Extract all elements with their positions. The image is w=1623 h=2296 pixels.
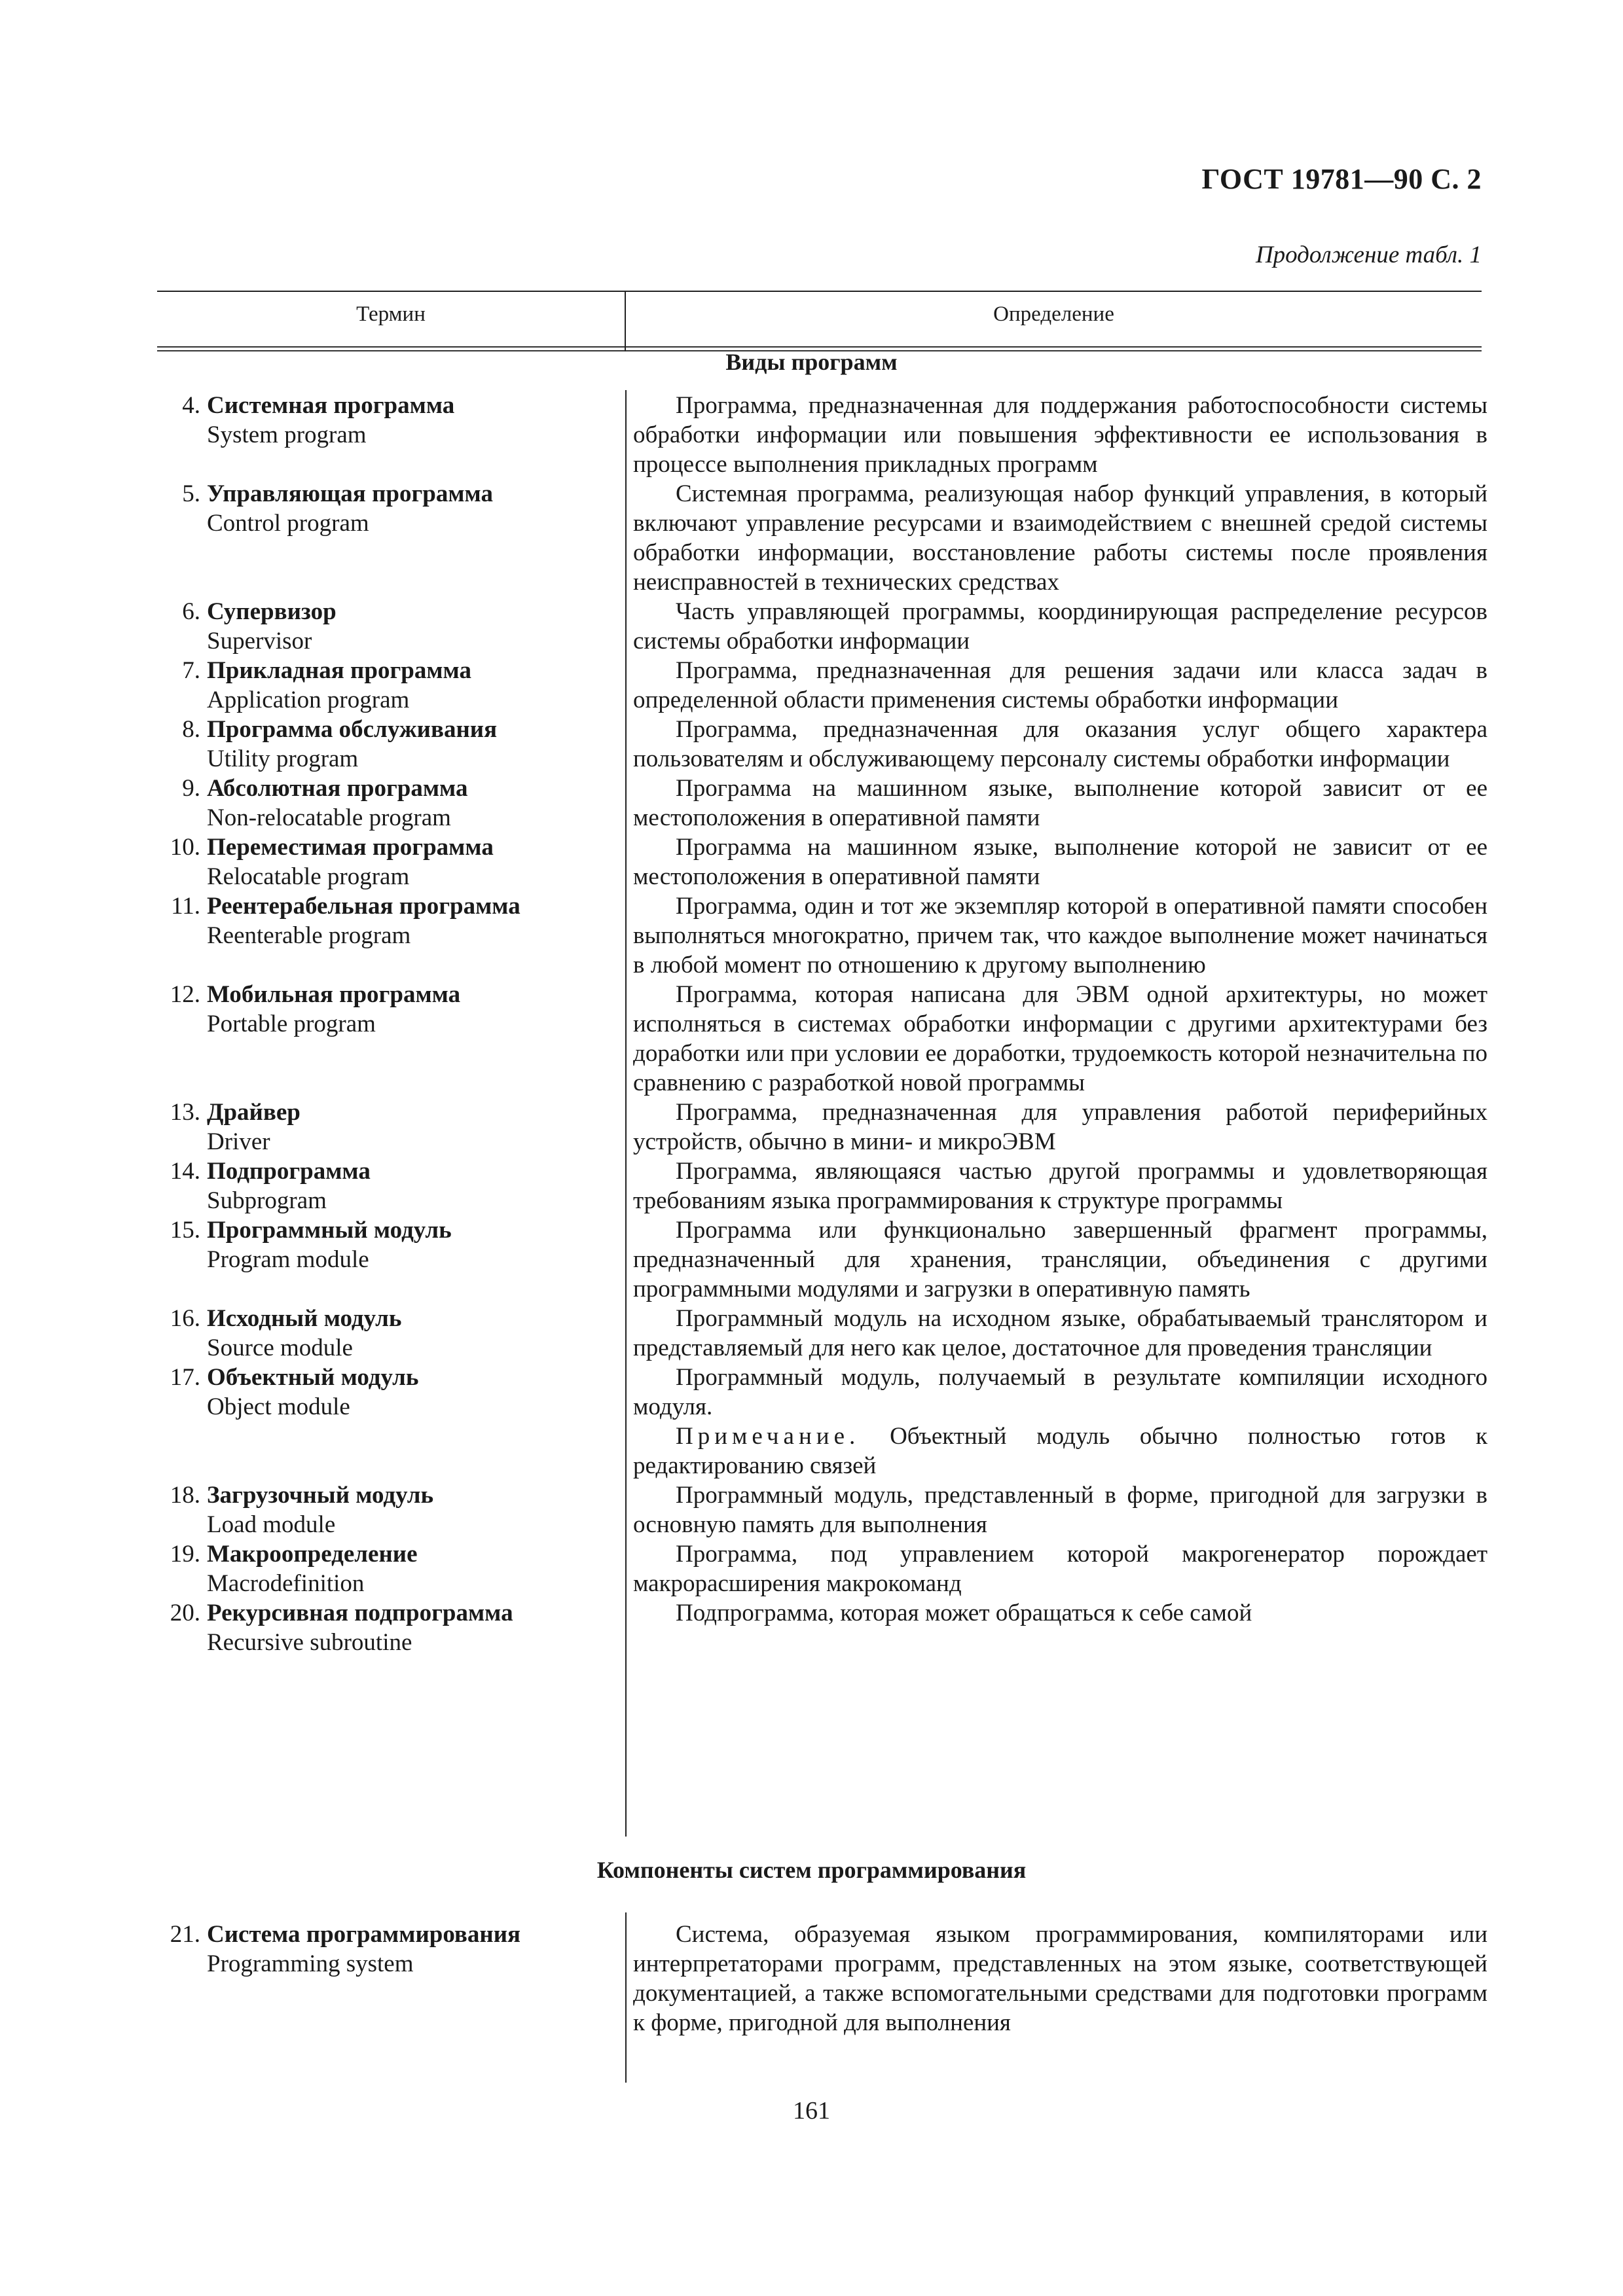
term-names [207,1215,633,1304]
term-names [207,391,633,479]
term-cell [152,597,633,656]
definition-cell [633,774,1487,833]
term-name-en: Programming system [207,1950,414,1977]
term-name-en: Relocatable program [207,863,410,890]
section-title-text: Компоненты систем программирования [596,1857,1027,1883]
definition-text: Программа, предназначенная для решения задачи или класса задач в определенной области применения системы обработки информации [633,657,1487,713]
term-name-en: Object module [207,1393,350,1420]
definition-cell [633,1157,1487,1215]
term-name-en: Macrodefinition [207,1570,365,1597]
definition-text: Программа или функционально завершенный фрагмент программы, предназначенный для хранения, трансляции, объединения с другими программными модулями и загрузки в оперативную память [633,1217,1487,1302]
term-names [207,980,633,1098]
term-names [207,833,633,891]
term-cell [152,1920,633,2037]
term-name-ru: Загрузочный модуль [207,1482,434,1509]
term-cell [152,391,633,479]
term-number: 8. [182,716,200,743]
term-name-en: Non-relocatable program [207,804,451,831]
term-number: 6. [182,598,200,625]
term-entry [152,1215,1487,1304]
term-names [207,1363,633,1480]
term-entry [152,891,1487,980]
term-name-ru: Макроопределение [207,1541,418,1568]
term-names [207,715,633,774]
term-name-ru: Исходный модуль [207,1305,402,1332]
term-name-ru: Рекурсивная подпрограмма [207,1600,513,1626]
definition-cell [633,1363,1487,1480]
definition-cell [633,1920,1487,2037]
term-names [207,479,633,597]
definition-cell [633,479,1487,597]
term-number: 7. [182,657,200,684]
term-number: 9. [182,775,200,802]
term-number: 20. [170,1600,200,1626]
definition-cell [633,1304,1487,1363]
term-cell [152,1304,633,1363]
definition-text: Программа, являющаяся частью другой программы и удовлетворяющая требованиям языка программирования к структуре программы [633,1158,1487,1214]
term-entry [152,1098,1487,1157]
page-number: 161 [793,2097,830,2125]
definition-text: Программа, предназначенная для оказания услуг общего характера пользователям и обслуживающему персоналу системы обработки информации [633,716,1487,772]
term-name-en: Portable program [207,1011,376,1037]
term-number: 17. [170,1364,200,1391]
definition-text: Программный модуль, получаемый в результате компиляции исходного модуля. [633,1364,1487,1420]
term-name-ru: Системная программа [207,392,455,419]
term-name-ru: Драйвер [207,1099,301,1126]
term-entry [152,1363,1487,1480]
term-name-en: Subprogram [207,1187,327,1214]
term-name-en: Recursive subroutine [207,1629,412,1656]
term-number: 10. [170,834,200,861]
term-cell [152,1598,633,1657]
term-cell [152,980,633,1098]
term-name-ru: Абсолютная программа [207,775,468,802]
term-name-en: Source module [207,1335,353,1361]
definition-text: Программный модуль на исходном языке, обрабатываемый транслятором и представляемый для него как целое, достаточное для проведения трансляции [633,1305,1487,1361]
definition-text: Программа, предназначенная для поддержания работоспособности системы обработки информации или повышения эффективности ее использования в процессе выполнения прикладных программ [633,392,1487,478]
table-header [157,291,1482,348]
definition-cell [633,1098,1487,1157]
term-cell [152,1539,633,1598]
term-name-ru: Супервизор [207,598,337,625]
definition-text: Программный модуль, представленный в форме, пригодной для загрузки в основную память для выполнения [633,1482,1487,1538]
term-entry [152,980,1487,1098]
term-cell [152,1215,633,1304]
definition-cell [633,656,1487,715]
term-name-en: Load module [207,1511,336,1538]
term-list [152,1920,1487,2037]
definition-text: Программа на машинном языке, выполнение которой зависит от ее местоположения в оперативной памяти [633,775,1487,831]
definition-cell [633,891,1487,980]
note-label: Примечание. [676,1423,860,1450]
definition-cell [633,1539,1487,1598]
term-entry [152,774,1487,833]
definition-note [633,1422,1487,1480]
definition-cell [633,597,1487,656]
term-entry [152,1539,1487,1598]
term-name-en: Reenterable program [207,922,411,949]
term-entry [152,833,1487,891]
definition-text: Программа, один и тот же экземпляр которой в оперативной памяти способен выполняться многократно, причем так, что каждое выполнение может начинаться в любой момент по отношению к другому выполнению [633,893,1487,978]
term-entry [152,1480,1487,1539]
term-number: 12. [170,981,200,1008]
term-name-en: Application program [207,687,410,713]
term-list [152,391,1487,1657]
definition-text: Программа, под управлением которой макрогенератор порождает макрорасширения макрокоманд [633,1541,1487,1597]
term-names [207,774,633,833]
definition-cell [633,980,1487,1098]
term-name-ru: Программа обслуживания [207,716,498,743]
term-names [207,1304,633,1363]
term-cell [152,1363,633,1480]
term-entry [152,656,1487,715]
definition-text: Программа, которая написана для ЭВМ одной архитектуры, но может исполняться в системах обработки информации с другими архитектурами без доработки или при условии ее доработки, трудоемкость которой незначительна по сравнению с разработкой новой программы [633,981,1487,1096]
term-entry [152,1598,1487,1657]
term-names [207,656,633,715]
term-name-ru: Программный модуль [207,1217,452,1244]
term-number: 14. [170,1158,200,1185]
definition-cell [633,833,1487,891]
document-reference: ГОСТ 19781—90 С. 2 [1201,163,1482,195]
term-name-ru: Управляющая программа [207,480,493,507]
term-entry [152,715,1487,774]
term-name-en: System program [207,422,367,448]
section-title [0,348,1623,376]
term-cell [152,1157,633,1215]
definition-text: Система, образуемая языком программирования, компиляторами или интерпретаторами программ, представленных на этом языке, соответствующей документацией, а также вспомогательными средствами для подготовки программ к форме, пригодной для выполнения [633,1921,1487,2036]
term-name-ru: Переместимая программа [207,834,494,861]
definition-cell [633,1480,1487,1539]
term-number: 19. [170,1541,200,1568]
term-cell [152,891,633,980]
term-names [207,597,633,656]
term-names [207,1157,633,1215]
term-number: 18. [170,1482,200,1509]
definition-cell [633,1598,1487,1657]
definition-cell [633,391,1487,479]
term-names [207,1598,633,1657]
term-cell [152,479,633,597]
term-cell [152,715,633,774]
term-cell [152,1480,633,1539]
term-name-ru: Подпрограмма [207,1158,371,1185]
term-number: 5. [182,480,200,507]
term-entry [152,479,1487,597]
term-number: 15. [170,1217,200,1244]
term-names [207,1098,633,1157]
term-entry [152,391,1487,479]
term-name-ru: Мобильная программа [207,981,461,1008]
term-name-en: Control program [207,510,369,537]
column-header-term: Термин [356,302,426,326]
term-number: 4. [182,392,200,419]
term-entry [152,1157,1487,1215]
definition-text: Подпрограмма, которая может обращаться к себе самой [676,1600,1252,1626]
term-cell [152,656,633,715]
term-name-en: Driver [207,1128,270,1155]
term-number: 13. [170,1099,200,1126]
term-entry [152,1304,1487,1363]
term-name-ru: Объектный модуль [207,1364,419,1391]
term-name-en: Supervisor [207,628,312,655]
term-entry [152,597,1487,656]
definition-text: Программа на машинном языке, выполнение которой не зависит от ее местоположения в оперативной памяти [633,834,1487,890]
definition-cell [633,715,1487,774]
term-name-ru: Реентерабельная программа [207,893,520,920]
table-continuation-label: Продолжение табл. 1 [1255,242,1482,268]
term-name-ru: Прикладная программа [207,657,471,684]
definition-text: Часть управляющей программы, координирующая распределение ресурсов системы обработки информации [633,598,1487,655]
term-number: 11. [171,893,200,920]
column-header-definition: Определение [993,302,1114,326]
term-number: 21. [170,1921,200,1948]
definition-text: Программа, предназначенная для управления работой периферийных устройств, обычно в мини- и микроЭВМ [633,1099,1487,1155]
term-number: 16. [170,1305,200,1332]
term-name-en: Utility program [207,745,359,772]
definition-cell [633,1215,1487,1304]
term-names [207,891,633,980]
definition-text: Системная программа, реализующая набор функций управления, в который включают управление ресурсами и взаимодействием с внешней средой системы обработки информации, восстановление работы системы после проявления неисправностей в технических средствах [633,480,1487,596]
section-title-text: Виды программ [725,349,898,375]
term-names [207,1480,633,1539]
term-name-en: Program module [207,1246,369,1273]
term-cell [152,774,633,833]
term-names [207,1539,633,1598]
term-entry [152,1920,1487,2037]
term-cell [152,833,633,891]
term-cell [152,1098,633,1157]
term-names [207,1920,633,2037]
section-title [0,1856,1623,1884]
note-text: Объектный модуль обычно полностью готов к редактированию связей [633,1423,1487,1479]
term-name-ru: Система программирования [207,1921,521,1948]
